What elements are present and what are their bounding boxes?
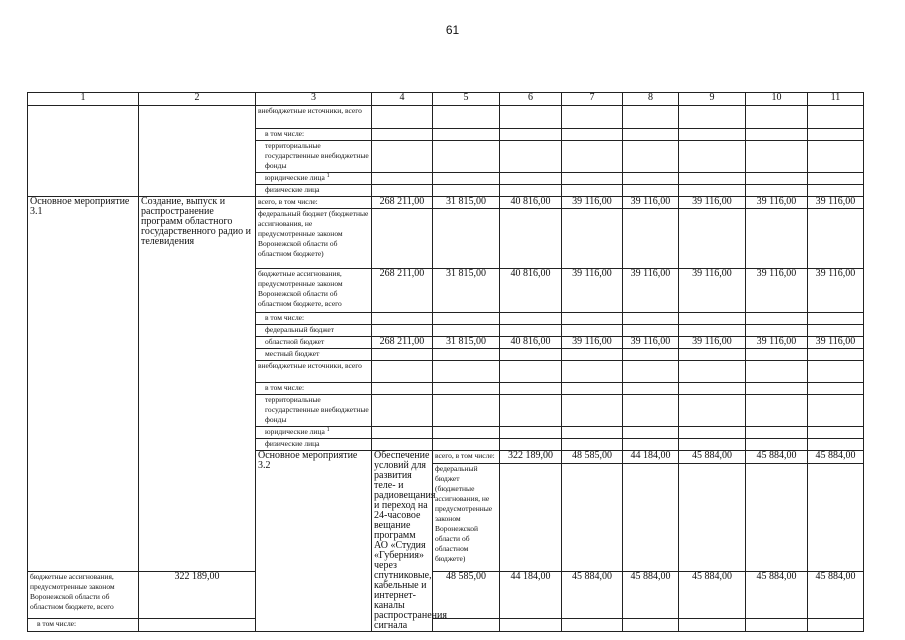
row-label: внебюджетные источники, всего	[256, 106, 372, 129]
value-cell: 40 816,00	[500, 197, 562, 209]
row-label: в том числе:	[256, 129, 372, 141]
value-cell: 45 884,00	[562, 572, 623, 619]
value-cell: 39 116,00	[562, 197, 623, 209]
col-header: 7	[562, 93, 623, 106]
col-header: 1	[28, 93, 139, 106]
row-label: бюджетные ассигнования, предусмотренные законом Воронежской области об областном бюджете, всего	[28, 572, 139, 619]
value-cell: 45 884,00	[679, 572, 746, 619]
row-label: в том числе:	[256, 383, 372, 395]
measure-title: Основное мероприятие 3.1	[28, 197, 139, 572]
value-cell: 322 189,00	[500, 451, 562, 464]
value-cell: 45 884,00	[808, 572, 864, 619]
budget-table	[27, 92, 864, 632]
value-cell: 39 116,00	[746, 197, 808, 209]
value-cell: 39 116,00	[808, 197, 864, 209]
row-label: федеральный бюджет (бюджетные ассигнования, не предусмотренные законом Воронежской области об областном бюджете)	[433, 463, 500, 571]
col-header: 11	[808, 93, 864, 106]
value-cell: 31 815,00	[433, 197, 500, 209]
row-label: в том числе:	[28, 619, 139, 632]
value-cell: 45 884,00	[623, 572, 679, 619]
row-label: в том числе:	[256, 313, 372, 325]
value-cell: 44 184,00	[623, 451, 679, 464]
value-cell: 39 116,00	[746, 269, 808, 313]
value-cell: 39 116,00	[808, 337, 864, 349]
value-cell: 39 116,00	[623, 197, 679, 209]
row-label: физические лица	[256, 185, 372, 197]
value-cell: 268 211,00	[372, 197, 433, 209]
row-label: всего, в том числе:	[256, 197, 372, 209]
value-cell: 268 211,00	[372, 269, 433, 313]
value-cell: 39 116,00	[679, 269, 746, 313]
header-row	[28, 93, 864, 106]
col-header: 4	[372, 93, 433, 106]
measure-title: Основное мероприятие 3.2	[256, 451, 372, 632]
row-label: территориальные государственные внебюджетные фонды	[256, 141, 372, 173]
col-header: 3	[256, 93, 372, 106]
value-cell: 39 116,00	[562, 337, 623, 349]
row-label: юридические лица $^1$	[256, 427, 372, 439]
value-cell: 40 816,00	[500, 269, 562, 313]
row-label: бюджетные ассигнования, предусмотренные законом Воронежской области об областном бюджете, всего	[256, 269, 372, 313]
row-label: федеральный бюджет (бюджетные ассигнования, не предусмотренные законом Воронежской области об областном бюджете)	[256, 209, 372, 269]
table-row	[28, 106, 864, 129]
cell-empty	[139, 106, 256, 197]
table-row	[28, 197, 864, 209]
value-cell: 45 884,00	[746, 572, 808, 619]
measure-description: Обеспечение условий для развития теле- и радиовещания и переход на 24-часовое вещание программ АО «Студия «Губерния» через спутниковые, кабельные и интернет-каналы распространения сигнала	[372, 451, 433, 632]
row-label: физические лица	[256, 439, 372, 451]
measure-description: Создание, выпуск и распространение программ областного государственного радио и телевидения	[139, 197, 256, 572]
col-header: 5	[433, 93, 500, 106]
value-cell: 31 815,00	[433, 269, 500, 313]
value-cell: 39 116,00	[623, 337, 679, 349]
value-cell: 39 116,00	[679, 197, 746, 209]
value-cell: 48 585,00	[562, 451, 623, 464]
value-cell: 44 184,00	[500, 572, 562, 619]
value-cell: 39 116,00	[808, 269, 864, 313]
page-number: 61	[445, 23, 460, 37]
col-header: 6	[500, 93, 562, 106]
row-label: всего, в том числе:	[433, 451, 500, 464]
row-label: местный бюджет	[256, 349, 372, 361]
value-cell: 39 116,00	[746, 337, 808, 349]
row-label: юридические лица $^1$	[256, 173, 372, 185]
value-cell: 322 189,00	[139, 572, 256, 619]
value-cell: 31 815,00	[433, 337, 500, 349]
value-cell: 45 884,00	[679, 451, 746, 464]
value-cell: 39 116,00	[623, 269, 679, 313]
value-cell: 39 116,00	[679, 337, 746, 349]
row-label: внебюджетные источники, всего	[256, 361, 372, 383]
value-cell: 39 116,00	[562, 269, 623, 313]
col-header: 10	[746, 93, 808, 106]
value-cell: 45 884,00	[808, 451, 864, 464]
cell-empty	[28, 106, 139, 197]
value-cell: 40 816,00	[500, 337, 562, 349]
value-cell: 268 211,00	[372, 337, 433, 349]
value-cell: 45 884,00	[746, 451, 808, 464]
row-label: территориальные государственные внебюджетные фонды	[256, 395, 372, 427]
value-cell: 48 585,00	[433, 572, 500, 619]
row-label: федеральный бюджет	[256, 325, 372, 337]
col-header: 2	[139, 93, 256, 106]
col-header: 8	[623, 93, 679, 106]
col-header: 9	[679, 93, 746, 106]
row-label: областной бюджет	[256, 337, 372, 349]
